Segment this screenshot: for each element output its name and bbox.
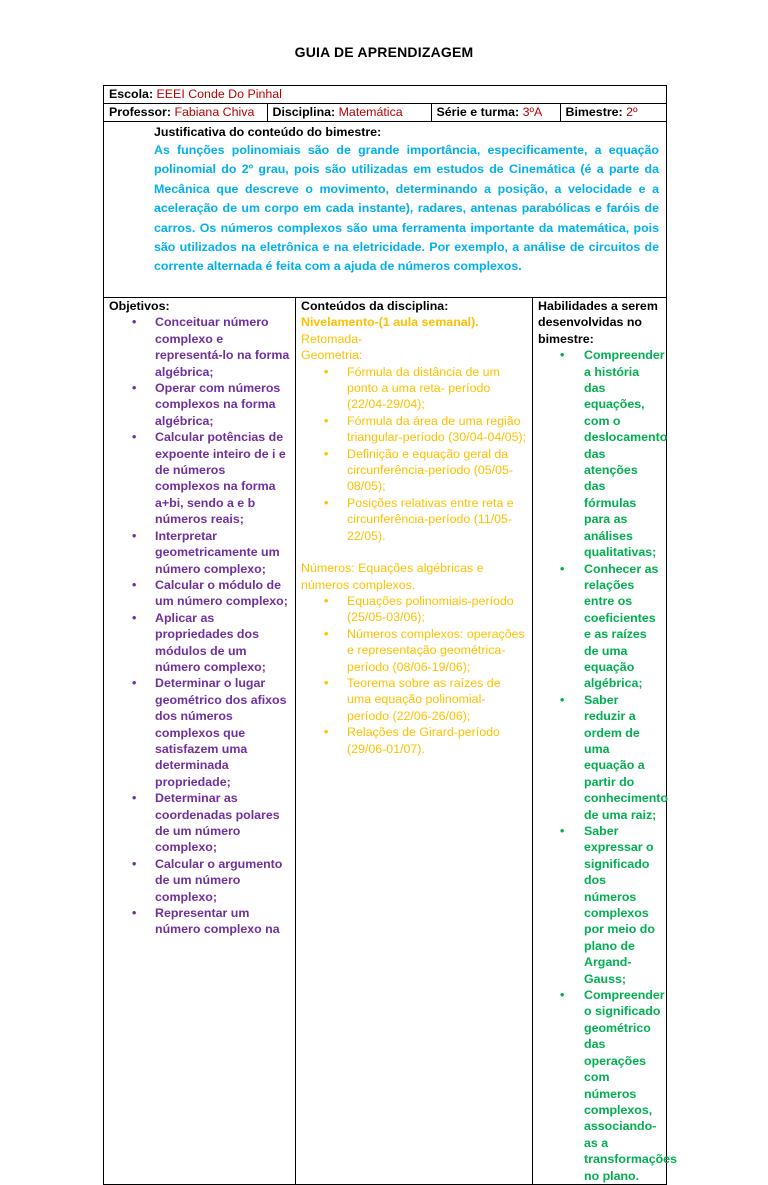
subject-cell <box>267 104 431 121</box>
justification-cell <box>104 122 667 298</box>
objectives-list <box>109 314 290 937</box>
geometry-list <box>301 364 527 544</box>
list-item: • Interpretar geometricamente um número complexo; <box>109 528 290 577</box>
objectives-cell <box>104 298 296 1185</box>
teacher-cell <box>104 104 267 121</box>
info-subtable <box>104 104 667 121</box>
school-row <box>104 86 667 104</box>
list-item: • Posições relativas entre reta e circunferência-período (11/05-22/05). <box>301 495 527 544</box>
term-value: 2º <box>626 105 638 119</box>
list-item: • Calcular o argumento de um número complexo; <box>109 856 290 905</box>
subject-name: Matemática <box>338 105 403 119</box>
skills-list <box>538 347 677 1184</box>
skills-title: Habilidades a serem desenvolvidas no bimestre: <box>538 299 658 346</box>
list-item: • Operar com números complexos na forma algébrica; <box>109 380 290 429</box>
teacher-name: Fabiana Chiva <box>174 105 255 119</box>
list-item: • Saber reduzir a ordem de uma equação a partir do conhecimento de uma raiz; <box>538 692 661 823</box>
list-item: • Determinar as coordenadas polares de um número complexo; <box>109 790 290 856</box>
class-name: 3ºA <box>522 105 543 119</box>
term-label: Bimestre: <box>565 105 623 119</box>
teacher-label: Professor: <box>109 105 171 119</box>
learning-guide-table <box>103 85 677 1185</box>
list-item: • Relações de Girard-período (29/06-01/07). <box>301 724 527 757</box>
school-name: EEEI Conde Do Pinhal <box>156 87 282 101</box>
list-item: • Conhecer as relações entre os coeficientes e as raízes de uma equação algébrica; <box>538 561 661 692</box>
document-title: GUIA DE APRENDIZAGEM <box>294 44 474 60</box>
list-item: • Definição e equação geral da circunferência-período (05/05-08/05); <box>301 446 527 495</box>
justification-title: Justificativa do conteúdo do bimestre: <box>154 125 382 139</box>
objectives-title: Objetivos: <box>109 299 170 313</box>
list-item: • Compreender a história das equações, com o deslocamento das atenções das fórmulas para as análises qualitativas; <box>538 347 661 560</box>
school-cell <box>104 86 667 104</box>
list-item: • Determinar o lugar geométrico dos afixos dos números complexos que satisfazem uma determinada propriedade; <box>109 675 290 790</box>
columns-row <box>104 298 667 1185</box>
skills-cell <box>533 298 677 1185</box>
list-item: • Calcular potências de expoente inteiro de i e de números complexos na forma a+bi, sendo a e b números reais; <box>109 429 290 527</box>
list-item: • Compreender o significado geométrico das operações com números complexos, associando-as a transformações no plano. <box>538 987 661 1184</box>
list-item: • Teorema sobre as raízes de uma equação polinomial- período (22/06-26/06); <box>301 675 527 724</box>
contents-geometry: Geometria: <box>301 348 363 363</box>
contents-review: Retomada- <box>301 331 363 346</box>
list-item: • Conceituar número complexo e representá-lo na forma algébrica; <box>109 314 290 380</box>
list-item: • Aplicar as propriedades dos módulos de um número complexo; <box>109 610 290 676</box>
class-label: Série e turma: <box>436 105 520 119</box>
contents-cell <box>296 298 533 1185</box>
info-cell <box>104 104 667 122</box>
numbers-list <box>301 593 527 757</box>
list-item: • Fórmula da distância de um ponto a uma reta- período (22/04-29/04); <box>301 364 527 413</box>
list-item: • Fórmula da área de uma região triangular-período (30/04-04/05); <box>301 413 527 446</box>
school-label: Escola: <box>109 87 154 101</box>
contents-numbers: Números: Equações algébricas e números complexos. <box>301 561 484 592</box>
list-item: • Números complexos: operações e representação geométrica- período (08/06-19/06); <box>301 626 527 675</box>
list-item: • Saber expressar o significado dos números complexos por meio do plano de Argand-Gauss; <box>538 823 661 987</box>
subject-label: Disciplina: <box>272 105 336 119</box>
list-item: • Equações polinomiais-período (25/05-03/06); <box>301 593 527 626</box>
list-item: • Calcular o módulo de um número complexo; <box>109 577 290 610</box>
contents-leveling: Nivelamento-(1 aula semanal). <box>301 315 479 330</box>
contents-title: Conteúdos da disciplina: <box>301 299 449 313</box>
justification-text: As funções polinomiais são de grande importância, especificamente, a equação polinomial do 2º grau, pois são utilizadas em estudos de Cinemática (é a parte da Mecânica que descreve o movimento, determinando a posição, a velocidade e a aceleração de um corpo em cada instante), radares, antenas parabólicas e faróis de carros. Os números complexos são uma ferramenta importante da matemática, pois são utilizados na eletrônica e na eletricidade. Por exemplo, a análise de circuitos de corrente alternada é feita com a ajuda de números complexos. <box>154 143 660 274</box>
info-row <box>104 104 667 122</box>
class-cell <box>431 104 560 121</box>
list-item: • Representar um número complexo na <box>109 905 290 938</box>
justification-row <box>104 122 667 298</box>
term-cell <box>560 104 667 121</box>
